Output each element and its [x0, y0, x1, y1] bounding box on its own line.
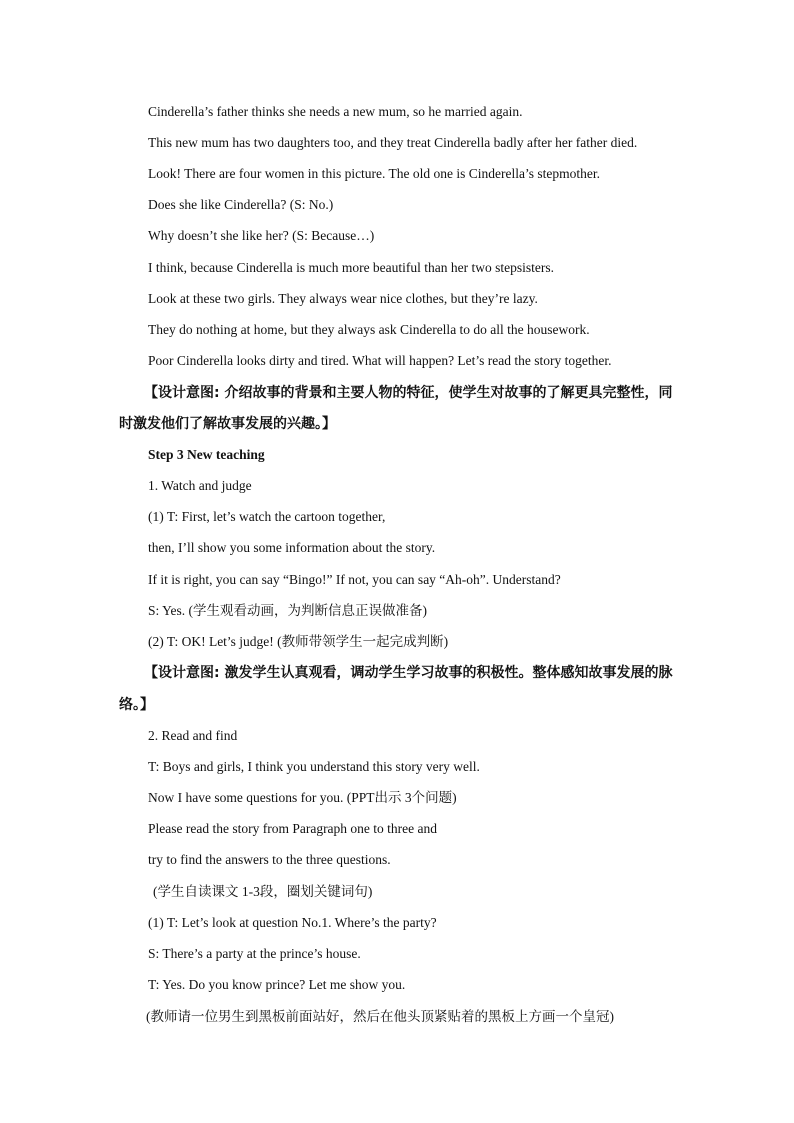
- paragraph-line: Does she like Cinderella? (S: No.): [148, 197, 334, 212]
- paragraph-line: then, I’ll show you some information about the story.: [148, 540, 436, 555]
- paragraph-line: Why doesn’t she like her? (S: Because…): [148, 228, 375, 243]
- paragraph-line: Now I have some questions for you. (PPT出示 3个问题): [148, 790, 457, 805]
- paragraph-line: Look at these two girls. They always wear nice clothes, but they’re lazy.: [148, 291, 538, 306]
- paragraph-line: (1) T: First, let’s watch the cartoon together,: [148, 509, 386, 524]
- paragraph-line: They do nothing at home, but they always ask Cinderella to do all the housework.: [148, 322, 590, 337]
- design-intent-note-continued: 时激发他们了解故事发展的兴趣。】: [119, 416, 336, 432]
- paragraph-line: (教师请一位男生到黑板前面站好，然后在他头顶紧贴着的黑板上方画一个皇冠): [146, 1009, 614, 1024]
- paragraph-line: Please read the story from Paragraph one to three and: [148, 821, 438, 836]
- subsection-heading: 2. Read and find: [148, 728, 238, 743]
- paragraph-line: S: Yes. (学生观看动画，为判断信息正误做准备): [148, 603, 428, 618]
- paragraph-line: (2) T: OK! Let’s judge! (教师带领学生一起完成判断): [148, 634, 449, 649]
- paragraph-line: T: Boys and girls, I think you understand this story very well.: [148, 759, 480, 774]
- paragraph-line: Poor Cinderella looks dirty and tired. What will happen? Let’s read the story together.: [148, 353, 612, 368]
- paragraph-line: If it is right, you can say “Bingo!” If not, you can say “Ah-oh”. Understand?: [148, 572, 561, 587]
- design-intent-note: 【设计意图: 介绍故事的背景和主要人物的特征，使学生对故事的了解更具完整性，同: [144, 385, 673, 401]
- paragraph-line: T: Yes. Do you know prince? Let me show you.: [148, 977, 406, 992]
- design-intent-note-continued: 络。】: [119, 697, 154, 713]
- paragraph-line: Look! There are four women in this picture. The old one is Cinderella’s stepmother.: [148, 166, 601, 181]
- paragraph-line: Cinderella’s father thinks she needs a new mum, so he married again.: [148, 104, 523, 119]
- paragraph-line: I think, because Cinderella is much more beautiful than her two stepsisters.: [148, 260, 555, 275]
- design-intent-note: 【设计意图: 激发学生认真观看，调动学生学习故事的积极性。整体感知故事发展的脉: [144, 665, 673, 681]
- paragraph-line: (学生自读课文 1-3段，圈划关键词句): [153, 884, 373, 899]
- paragraph-line: S: There’s a party at the prince’s house.: [148, 946, 361, 961]
- paragraph-line: (1) T: Let’s look at question No.1. Where’s the party?: [148, 915, 437, 930]
- subsection-heading: 1. Watch and judge: [148, 478, 252, 493]
- paragraph-line: This new mum has two daughters too, and they treat Cinderella badly after her father died.: [148, 135, 638, 150]
- paragraph-line: try to find the answers to the three questions.: [148, 852, 391, 867]
- section-heading: Step 3 New teaching: [148, 447, 265, 462]
